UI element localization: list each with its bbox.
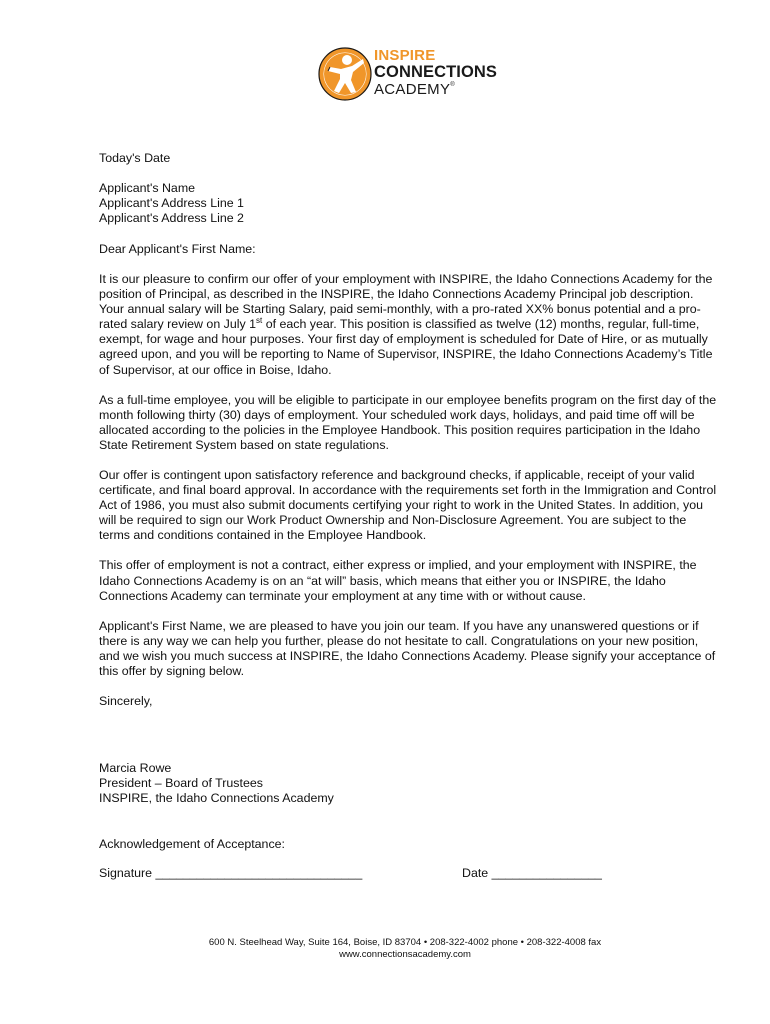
date-line: Date ________________ — [462, 865, 602, 880]
salutation: Dear Applicant's First Name: — [99, 241, 256, 256]
applicant-name: Applicant's Name — [99, 181, 196, 196]
paragraph-at-will: This offer of employment is not a contract, either express or implied, and your employment with INSPIRE, the Idaho Connections Academy is on an “at will” basis, which means that either you or INSPIRE, the Idaho Connections Academy can terminate your employment at any time with or without cause. — [99, 558, 697, 603]
letter-date: Today's Date — [99, 151, 171, 165]
logo-line3: ACADEMY® — [374, 80, 456, 98]
page-footer — [0, 937, 770, 961]
address-line-2: Applicant's Address Line 2 — [99, 211, 244, 226]
signature-line: Signature ______________________________ — [99, 865, 363, 880]
letter-body — [99, 151, 719, 882]
school-logo — [318, 44, 508, 106]
signer-organization: INSPIRE, the Idaho Connections Academy — [99, 791, 334, 806]
address-line-1: Applicant's Address Line 1 — [99, 196, 244, 211]
paragraph-benefits: As a full-time employee, you will be eligible to participate in our employee benefits program on the first day of the month following thirty (30) days of employment. Your scheduled work days, holidays, and paid time off will be allocated according to the policies in the Employee Handbook. This position requires participation in the Idaho State Retirement System based on state regulations. — [99, 392, 717, 452]
closing: Sincerely, — [99, 694, 153, 709]
footer-address: 600 N. Steelhead Way, Suite 164, Boise, ID 83704 • 208-322-4002 phone • 208-322-4008 fax — [208, 937, 602, 948]
signature-row — [99, 866, 719, 882]
paragraph-contingency: Our offer is contingent upon satisfactory reference and background checks, if applicable, receipt of your valid certificate, and final board approval. In accordance with the requirements set forth in the Immigration and Control Act of 1986, you must also submit documents certifying your right to work in the United States. In addition, you will be required to sign our Work Product Ownership and Non-Disclosure Agreement. You are subject to the terms and conditions contained in the Employee Handbook. — [99, 468, 717, 543]
inspire-figure-icon — [318, 47, 372, 101]
signer-title: President – Board of Trustees — [99, 776, 263, 791]
logo-wordmark — [374, 48, 497, 97]
acknowledgement-heading: Acknowledgement of Acceptance: — [99, 836, 285, 851]
signer-name: Marcia Rowe — [99, 761, 172, 776]
paragraph-offer: It is our pleasure to confirm our offer of your employment with INSPIRE, the Idaho Connections Academy for the position of Principal, as described in the INSPIRE, the Idaho Connections Academy Principal job description. Your annual salary will be Starting Salary, paid semi-monthly, with a pro-rated XX% bonus potential and a pro-rated salary review on July 1st of each year. This position is classified as twelve (12) months, regular, full-time, exempt, for wage and hour purposes. Your first day of employment is scheduled for Date of Hire, or as mutually agreed upon, and you will be reporting to Name of Supervisor, INSPIRE, the Idaho Connections Academy’s Title of Supervisor, at our office in Boise, Idaho. — [99, 271, 713, 377]
paragraph-welcome: Applicant's First Name, we are pleased to have you join our team. If you have any unanswered questions or if there is any way we can help you further, please do not hesitate to call. Congratulations on your new position, and we wish you much success at INSPIRE, the Idaho Connections Academy. Please signify your acceptance of this offer by signing below. — [99, 618, 716, 679]
logo-line1: INSPIRE — [374, 47, 436, 64]
logo-line2: CONNECTIONS — [374, 63, 498, 81]
trademark-symbol: ® — [450, 81, 456, 88]
footer-website: www.connectionsacademy.com — [339, 949, 471, 960]
